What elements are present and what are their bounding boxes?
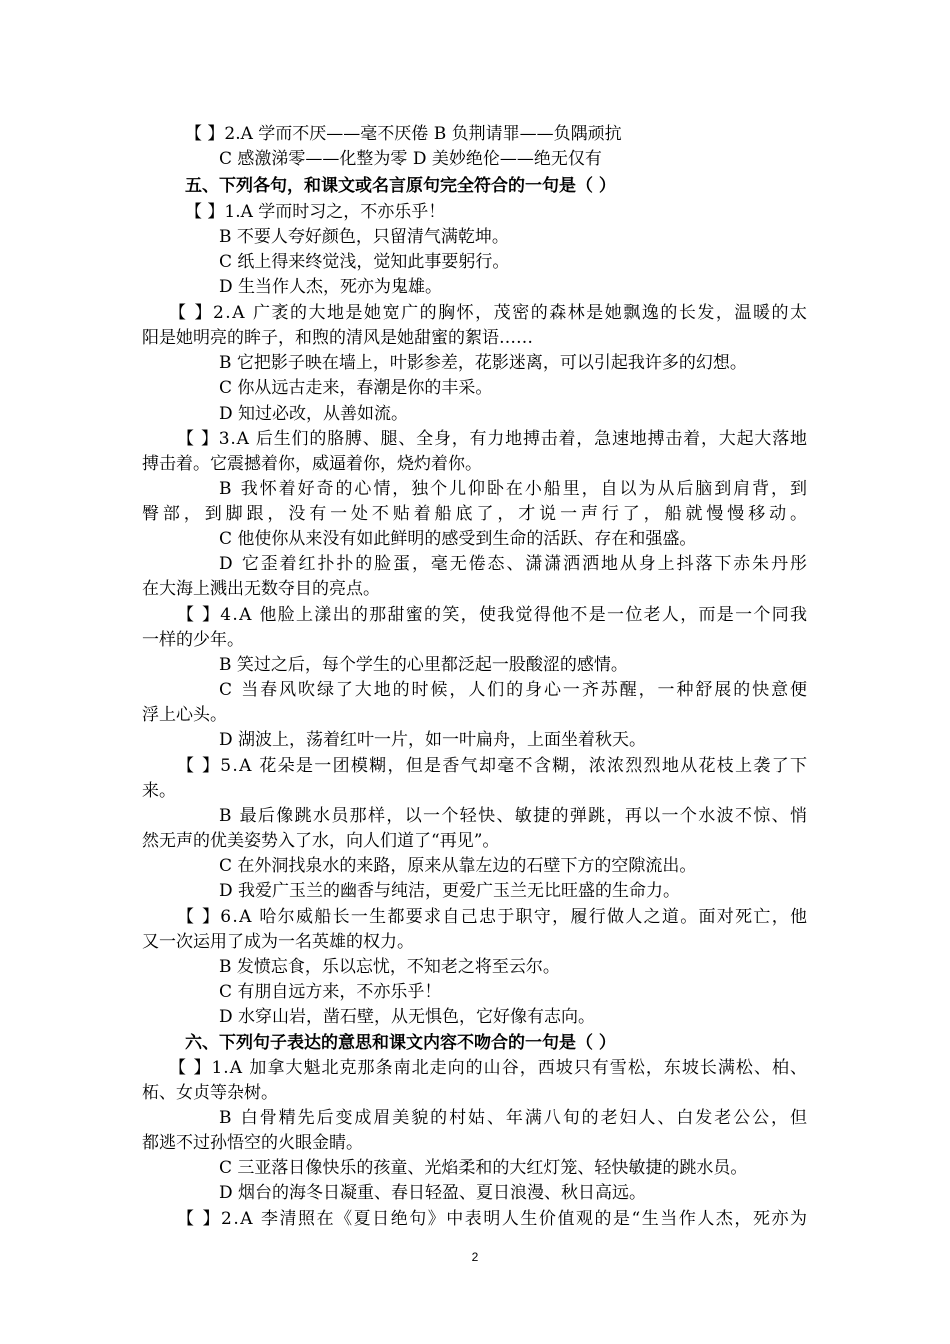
text-line: C 感激涕零——化整为零 D 美妙绝伦——绝无仅有 (219, 149, 602, 169)
text-line: D 生当作人杰，死亦为鬼雄。 (219, 277, 443, 297)
text-line: 阳是她明亮的眸子，和煦的清风是她甜蜜的絮语…… (142, 328, 533, 348)
text-line: C 三亚落日像快乐的孩童、光焰柔和的大红灯笼、轻快敏捷的跳水员。 (219, 1158, 748, 1178)
text-line: B 我怀着好奇的心情，独个儿仰卧在小船里，自以为从后脑到肩背，到 (219, 479, 809, 499)
text-line: 【 】1.A 学而时习之，不亦乐乎！ (185, 202, 446, 222)
text-line: C 他使你从来没有如此鲜明的感受到生命的活跃、存在和强盛。 (219, 529, 697, 549)
text-line: 【 】3.A 后生们的胳膊、腿、全身，有力地搏击着，急速地搏击着，大起大落地 (177, 429, 808, 449)
text-line: 柘、女贞等杂树。 (142, 1083, 278, 1103)
text-line: D 知过必改，从善如流。 (219, 404, 409, 424)
text-line: B 最后像跳水员那样，以一个轻快、敏捷的弹跳，再以一个水波不惊、悄 (219, 806, 809, 826)
text-line: D 它歪着红扑扑的脸蛋，毫无倦态、潇潇洒洒地从身上抖落下赤朱丹彤 (219, 554, 809, 574)
text-line: 【 】6.A 哈尔威船长一生都要求自己忠于职守，履行做人之道。面对死亡，他 (177, 907, 809, 927)
text-line: C 当春风吹绿了大地的时候，人们的身心一齐苏醒，一种舒展的快意便 (219, 680, 809, 700)
text-line: 来。 (142, 781, 176, 801)
section-heading: 五、下列各句，和课文或名言原句完全符合的一句是（ ） (185, 176, 616, 196)
text-line: B 白骨精先后变成眉美貌的村姑、年满八旬的老妇人、白发老公公，但 (219, 1108, 809, 1128)
text-line: 臀部，到脚跟，没有一处不贴着船底了，才说一声行了，船就慢慢移动。 (142, 504, 811, 524)
text-line: D 我爱广玉兰的幽香与纯洁，更爱广玉兰无比旺盛的生命力。 (219, 881, 681, 901)
text-line: 在大海上溅出无数夺目的亮点。 (142, 579, 380, 599)
text-line: B 不要人夸好颜色，只留清气满乾坤。 (219, 227, 509, 247)
text-line: 然无声的优美姿势入了水，向人们道了“再见”。 (142, 831, 500, 851)
text-line: 【 】4.A 他脸上漾出的那甜蜜的笑，使我觉得他不是一位老人，而是一个同我 (177, 605, 809, 625)
text-line: B 笑过之后，每个学生的心里都泛起一股酸涩的感情。 (219, 655, 628, 675)
text-line: C 在外洞找泉水的来路，原来从靠左边的石壁下方的空隙流出。 (219, 856, 697, 876)
text-line: 【 】2.A 广袤的大地是她宽广的胸怀，茂密的森林是她飘逸的长发，温暖的太 (169, 303, 809, 323)
text-line: B 它把影子映在墙上，叶影参差，花影迷离，可以引起我许多的幻想。 (219, 353, 747, 373)
text-line: C 有朋自远方来，不亦乐乎！ (219, 982, 442, 1002)
text-line: 【 】1.A 加拿大魁北克那条南北走向的山谷，西坡只有雪松，东坡长满松、柏、 (169, 1058, 809, 1078)
text-line: 又一次运用了成为一名英雄的权力。 (142, 932, 414, 952)
text-line: 搏击着。它震撼着你，威逼着你，烧灼着你。 (142, 454, 482, 474)
text-line: D 湖波上，荡着红叶一片，如一叶扁舟，上面坐着秋天。 (219, 730, 647, 750)
section-heading: 六、下列句子表达的意思和课文内容不吻合的一句是（ ） (185, 1033, 616, 1053)
text-line: C 纸上得来终觉浅，觉知此事要躬行。 (219, 252, 510, 272)
text-line: 【 】2.A 李清照在《夏日绝句》中表明人生价值观的是“生当作人杰，死亦为 (177, 1209, 809, 1229)
text-line: 浮上心头。 (142, 705, 227, 725)
text-line: D 水穿山岩，凿石壁，从无惧色，它好像有志向。 (219, 1007, 596, 1027)
text-line: 【 】5.A 花朵是一团模糊，但是香气却毫不含糊，浓浓烈烈地从花枝上袭了下 (177, 756, 809, 776)
text-line: 一样的少年。 (142, 630, 244, 650)
text-line: 【 】2.A 学而不厌——毫不厌倦 B 负荆请罪——负隅顽抗 (185, 124, 622, 144)
text-line: C 你从远古走来，春潮是你的丰采。 (219, 378, 493, 398)
page-number: 2 (471, 1250, 479, 1264)
text-line: D 烟台的海冬日凝重、春日轻盈、夏日浪漫、秋日高远。 (219, 1183, 647, 1203)
text-line: B 发愤忘食，乐以忘忧，不知老之将至云尔。 (219, 957, 560, 977)
text-line: 都逃不过孙悟空的火眼金睛。 (142, 1133, 363, 1153)
